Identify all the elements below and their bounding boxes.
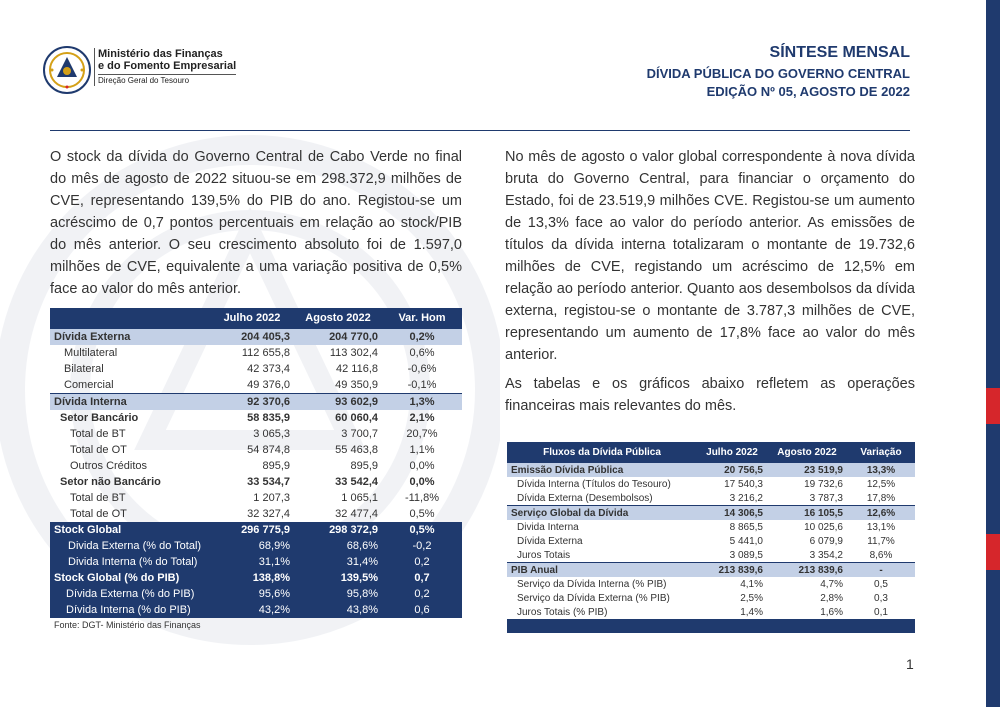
cell-aug: 3 787,3 — [809, 492, 843, 504]
cell-aug: 139,5% — [294, 570, 382, 586]
row-label: Dívida Externa (% do PIB) — [50, 586, 210, 602]
table-row — [50, 602, 462, 618]
cell-aug: 895,9 — [350, 460, 378, 472]
table-row — [507, 506, 915, 521]
row-label: Emissão Dívida Pública — [507, 463, 697, 478]
table-row — [50, 586, 462, 602]
row-label: Stock Global (% do PIB) — [50, 570, 210, 586]
row-label: Juros Totais — [517, 549, 571, 561]
cell-aug: 31,4% — [294, 554, 382, 570]
table-row — [50, 426, 462, 442]
row-label: Divida Interna (% do Total) — [50, 554, 210, 570]
right-edge-red-mark — [986, 388, 1000, 424]
table-footer-bar — [507, 619, 915, 633]
cell-var: 0,5% — [382, 522, 462, 538]
table-row — [507, 534, 915, 548]
row-label: Dívida Externa — [517, 535, 583, 547]
table-row — [50, 410, 462, 426]
cell-var: 0,2 — [382, 554, 462, 570]
row-label: Dívida Externa (Desembolsos) — [517, 492, 653, 504]
cell-aug: 33 542,4 — [335, 476, 378, 488]
header-aug: Agosto 2022 — [294, 308, 382, 329]
footer-bar-cell — [507, 619, 915, 633]
cell-aug: 93 602,9 — [294, 394, 382, 411]
cell-jul: 204 405,3 — [210, 329, 294, 346]
cell-var: 0,0% — [409, 460, 435, 472]
table-row — [507, 591, 915, 605]
header-jul: Julho 2022 — [697, 442, 767, 463]
cell-var: 0,3 — [874, 592, 888, 604]
cell-jul: 42 373,4 — [247, 363, 290, 375]
cell-jul: 95,6% — [210, 586, 294, 602]
cell-aug: 213 839,6 — [767, 563, 847, 578]
report-edition: EDIÇÃO Nº 05, AGOSTO DE 2022 — [706, 84, 910, 99]
table-row — [50, 474, 462, 490]
cell-var: -0,1% — [407, 379, 437, 391]
row-label: Total de OT — [70, 508, 127, 520]
cell-var: 20,7% — [406, 428, 438, 440]
row-label: Total de BT — [70, 428, 126, 440]
cell-var: - — [847, 563, 915, 578]
cell-jul: 112 655,8 — [241, 347, 290, 359]
row-label: Serviço da Dívida Externa (% PIB) — [517, 592, 670, 604]
row-label: Dívida Interna (% do PIB) — [50, 602, 210, 618]
table-source-row — [50, 618, 462, 632]
table-row — [50, 538, 462, 554]
cell-aug: 204 770,0 — [294, 329, 382, 346]
cell-aug: 3 700,7 — [341, 428, 378, 440]
cell-aug: 32 477,4 — [335, 508, 378, 520]
table-source: Fonte: DGT- Ministério das Finanças — [54, 620, 201, 630]
cell-var: 8,6% — [869, 549, 893, 561]
coat-of-arms-logo — [42, 45, 92, 95]
cell-var: 0,2% — [382, 329, 462, 346]
table-row — [507, 563, 915, 578]
cell-jul: 17 540,3 — [724, 478, 763, 490]
ministry-line1: Ministério das Finanças — [98, 48, 223, 60]
cell-var: 1,1% — [409, 444, 435, 456]
cell-var: 0,7 — [382, 570, 462, 586]
cell-aug: 298 372,9 — [294, 522, 382, 538]
cell-aug: 16 105,5 — [767, 506, 847, 521]
row-label: Total de BT — [70, 492, 126, 504]
cell-aug: 95,8% — [294, 586, 382, 602]
cell-aug: 10 025,6 — [804, 521, 843, 533]
table-row — [507, 548, 915, 563]
cell-jul: 14 306,5 — [697, 506, 767, 521]
table-row — [50, 522, 462, 538]
cell-aug: 49 350,9 — [335, 379, 378, 391]
cell-var: 0,0% — [409, 476, 435, 488]
table-row — [507, 463, 915, 478]
cell-jul: 3 089,5 — [729, 549, 763, 561]
cell-aug: 1,6% — [820, 606, 843, 618]
table-row — [50, 458, 462, 474]
cell-aug: 6 079,9 — [809, 535, 843, 547]
cell-aug: 55 463,8 — [335, 444, 378, 456]
row-label: Dívida Interna — [50, 394, 210, 411]
report-subtitle: DÍVIDA PÚBLICA DO GOVERNO CENTRAL — [646, 66, 910, 81]
table-row — [50, 554, 462, 570]
table-row — [50, 394, 462, 411]
paragraph-new-debt: No mês de agosto o valor global correspondente à nova dívida bruta do Governo Central, para financiar o orçamento do Estado, foi de 23.519,9 milhões CVE. Registou-se um aumento de 13,3% face ao valor do período anterior. As emissões de títulos da dívida interna totalizaram o montante de 19.732,6 milhões de CVE, registando um acréscimo de 12,5% em relação ao período anterior. Quanto aos desembolsos da dívida externa, registou-se o montante de 3.787,3 milhões de CVE, representando um aumento de 17,8% face ao valor do mês anterior. — [505, 149, 915, 363]
cell-jul: 20 756,5 — [697, 463, 767, 478]
row-label: Dívida Externa — [50, 329, 210, 346]
table-row — [50, 442, 462, 458]
table-row — [50, 490, 462, 506]
cell-var: 17,8% — [866, 492, 896, 504]
row-label: Comercial — [64, 379, 114, 391]
cell-jul: 8 865,5 — [729, 521, 763, 533]
cell-jul: 49 376,0 — [247, 379, 290, 391]
cell-var: 12,6% — [847, 506, 915, 521]
table-header-row — [50, 308, 462, 329]
cell-aug: 4,7% — [820, 578, 843, 590]
row-label: Outros Créditos — [70, 460, 148, 472]
row-label: Serviço Global da Dívida — [507, 506, 697, 521]
paragraph-tables-intro: As tabelas e os gráficos abaixo refletem as operações financeiras mais relevantes do mês. — [505, 376, 915, 414]
paragraph-stock-summary: O stock da dívida do Governo Central de Cabo Verde no final do mês de agosto de 2022 situou-se em 298.372,9 milhões de CVE, representando 139,5% do PIB do ano. Registou-se um acréscimo de 0,7 pontos percentuais em relação ao stock/PIB do mês anterior. O seu crescimento absoluto foi de 1.597,0 milhões de CVE, equivalente a uma variação positiva de 0,5% face ao valor do mês anterior. — [50, 149, 462, 297]
row-label: Total de OT — [70, 444, 127, 456]
cell-aug: 2,8% — [820, 592, 843, 604]
cell-aug: 113 302,4 — [329, 347, 378, 359]
table-row — [50, 570, 462, 586]
cell-var: 1,3% — [382, 394, 462, 411]
cell-jul: 58 835,9 — [247, 412, 290, 424]
cell-aug: 3 354,2 — [809, 549, 843, 561]
cell-jul: 1,4% — [740, 606, 763, 618]
cell-aug: 1 065,1 — [341, 492, 378, 504]
cell-jul: 3 065,3 — [253, 428, 290, 440]
header-label: Fluxos da Dívida Pública — [507, 442, 697, 463]
cell-var: -0,2 — [382, 538, 462, 554]
cell-jul: 296 775,9 — [210, 522, 294, 538]
cell-aug: 60 060,4 — [335, 412, 378, 424]
cell-var: 0,6% — [409, 347, 435, 359]
header-divider — [50, 130, 910, 131]
table-row — [507, 577, 915, 591]
row-label: Setor não Bancário — [60, 476, 161, 488]
cell-jul: 54 874,8 — [247, 444, 290, 456]
row-label: Bilateral — [64, 363, 104, 375]
cell-jul: 5 441,0 — [729, 535, 763, 547]
row-label: Setor Bancário — [60, 412, 139, 424]
cell-jul: 31,1% — [210, 554, 294, 570]
cell-var: 0,1 — [874, 606, 888, 618]
table-row — [50, 506, 462, 522]
cell-var: 0,6 — [382, 602, 462, 618]
cell-var: 0,5% — [409, 508, 435, 520]
row-label: PIB Anual — [507, 563, 697, 578]
row-label: Juros Totais (% PIB) — [517, 606, 608, 618]
cell-jul: 43,2% — [210, 602, 294, 618]
cell-jul: 4,1% — [740, 578, 763, 590]
debt-stock-table — [50, 308, 462, 632]
cell-var: 11,7% — [867, 535, 895, 547]
cell-jul: 138,8% — [210, 570, 294, 586]
cell-jul: 3 216,2 — [729, 492, 763, 504]
cell-jul: 92 370,6 — [210, 394, 294, 411]
header-jul: Julho 2022 — [210, 308, 294, 329]
cell-var: 0,2 — [382, 586, 462, 602]
row-label: Multilateral — [64, 347, 118, 359]
report-title: SÍNTESE MENSAL — [769, 44, 910, 61]
table-row — [507, 520, 915, 534]
cell-var: 2,1% — [409, 412, 435, 424]
header-label — [50, 308, 210, 329]
ministry-directorate: Direção Geral do Tesouro — [98, 74, 236, 86]
cell-jul: 2,5% — [740, 592, 763, 604]
cell-aug: 43,8% — [294, 602, 382, 618]
cell-jul: 68,9% — [210, 538, 294, 554]
cell-aug: 68,6% — [294, 538, 382, 554]
row-label: Divida Interna — [517, 521, 579, 533]
row-label: Dívida Interna (Títulos do Tesouro) — [517, 478, 671, 490]
ministry-name — [94, 48, 236, 86]
header-aug: Agosto 2022 — [767, 442, 847, 463]
cell-aug: 19 732,6 — [804, 478, 843, 490]
row-label: Stock Global — [50, 522, 210, 538]
cell-jul: 895,9 — [262, 460, 290, 472]
row-label: Serviço da Dívida Interna (% PIB) — [517, 578, 667, 590]
page-number: 1 — [906, 656, 914, 672]
header-var: Variação — [847, 442, 915, 463]
cell-aug: 42 116,8 — [335, 363, 378, 375]
table-row — [50, 377, 462, 394]
table-row — [50, 361, 462, 377]
table-header-row — [507, 442, 915, 463]
cell-var: 12,5% — [866, 478, 896, 490]
cell-var: 13,3% — [847, 463, 915, 478]
cell-aug: 23 519,9 — [767, 463, 847, 478]
debt-flows-table — [507, 442, 915, 633]
table-row — [507, 477, 915, 491]
table-row — [50, 329, 462, 346]
cell-jul: 33 534,7 — [247, 476, 290, 488]
cell-jul: 213 839,6 — [697, 563, 767, 578]
cell-jul: 1 207,3 — [253, 492, 290, 504]
header-var: Var. Hom — [382, 308, 462, 329]
table-row — [50, 345, 462, 361]
table-row — [507, 491, 915, 506]
cell-var: 0,5 — [874, 578, 888, 590]
cell-var: -0,6% — [407, 363, 437, 375]
right-edge-red-mark — [986, 534, 1000, 570]
table-row — [507, 605, 915, 619]
cell-var: 13,1% — [866, 521, 896, 533]
cell-jul: 32 327,4 — [247, 508, 290, 520]
right-edge-bar — [986, 0, 1000, 707]
row-label: Divida Externa (% do Total) — [50, 538, 210, 554]
cell-var: -11,8% — [404, 492, 440, 504]
ministry-line2: e do Fomento Empresarial — [98, 60, 237, 72]
